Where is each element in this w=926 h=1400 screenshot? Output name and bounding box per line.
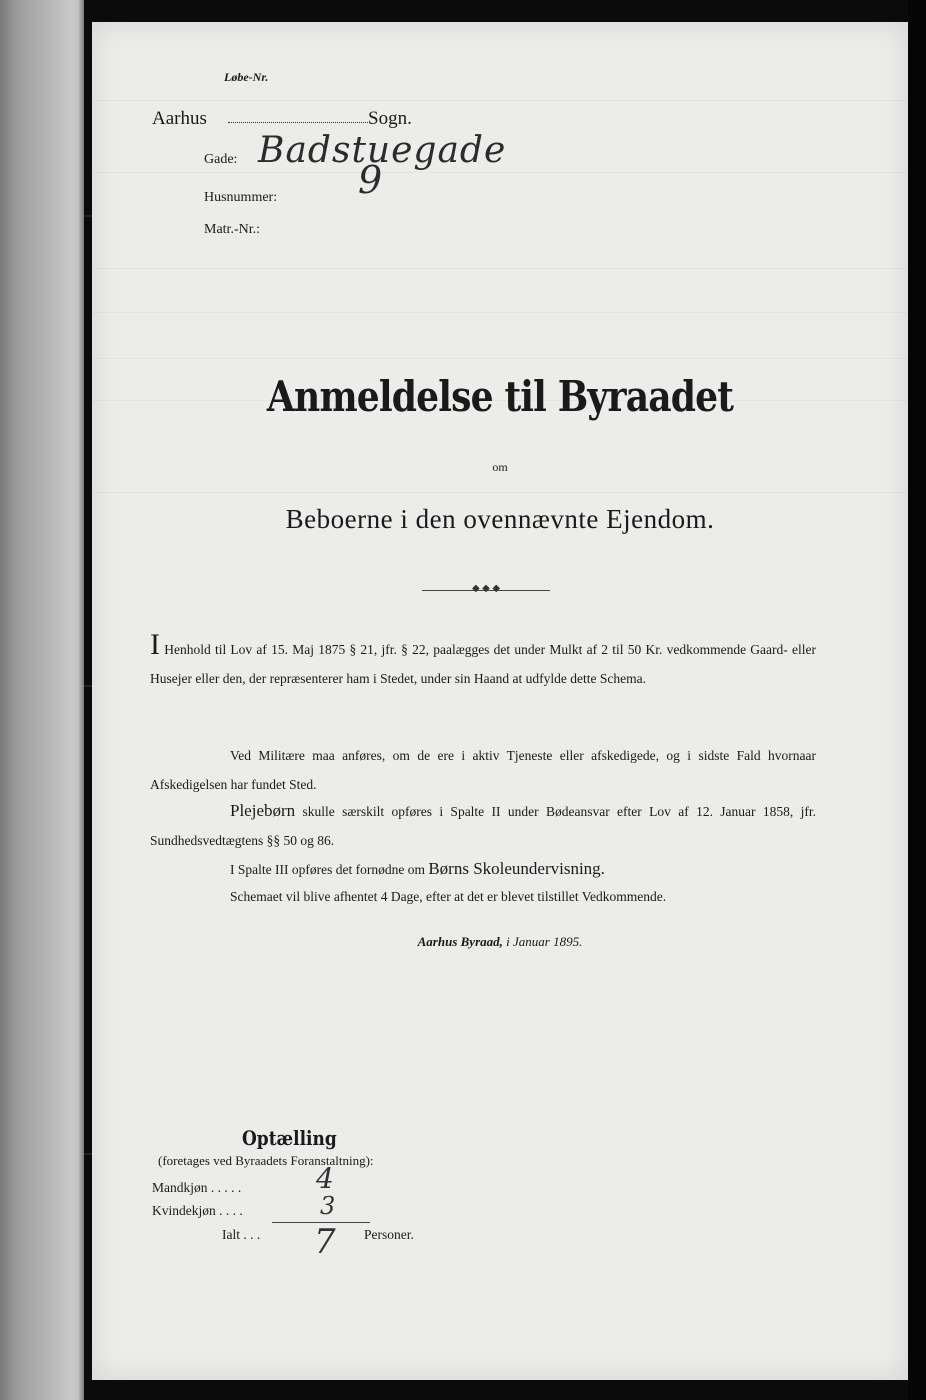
cadastral-number-label: Matr.-Nr.: — [204, 222, 260, 237]
document-page — [92, 22, 908, 1380]
issuer-name: Aarhus Byraad, — [417, 934, 503, 949]
street-handwritten-value: Badstuegade — [258, 130, 507, 171]
drop-cap: I — [150, 628, 160, 661]
document-subtitle: Beboerne i den ovennævnte Ejendom. — [285, 504, 715, 534]
count-title: Optælling — [242, 1126, 337, 1150]
house-number-label: Husnummer: — [204, 190, 278, 205]
total-count-label: Ialt . . . — [222, 1227, 261, 1242]
previous-page-edge — [0, 0, 84, 1400]
binding-mark — [84, 215, 92, 217]
female-count-value: 3 — [320, 1192, 336, 1220]
binding-mark — [84, 685, 92, 687]
instruction-paragraph-4 — [150, 854, 816, 884]
total-count-value: 7 — [314, 1222, 336, 1262]
title-connector: om — [492, 460, 508, 474]
issuer-signature — [92, 934, 908, 950]
instruction-paragraph-3 — [150, 796, 816, 855]
paragraph-text: Henhold til Lov af 15. Maj 1875 § 21, jfr. § 22, paalægges det under Mulkt af 2 til 50 Kr. vedkommende Gaard- eller Husejer eller den, der repræsenterer ham i Stedet, under sin Haand at udfylde dette Schema. — [150, 642, 816, 686]
emphasis-text: Børns Skoleundervisning. — [428, 859, 605, 878]
paragraph-text: I Spalte III opføres det fornødne om — [230, 862, 425, 877]
ornament-icon: ◆ ◆ ◆ — [471, 583, 501, 594]
female-count-label: Kvindekjøn . . . . — [152, 1203, 243, 1218]
house-number-handwritten-value: 9 — [358, 158, 383, 202]
issue-date: i Januar 1895. — [506, 934, 583, 949]
scan-border — [908, 0, 926, 1400]
emphasis-text: Plejebørn — [230, 801, 296, 820]
parish-fill-line — [228, 122, 368, 123]
street-label: Gade: — [204, 152, 238, 167]
instruction-paragraph-5: Schemaet vil blive afhentet 4 Dage, efter at det er blevet tilstillet Vedkommende. — [230, 889, 667, 904]
parish-label: Sogn. — [368, 108, 412, 129]
serial-number-label: Løbe-Nr. — [224, 70, 269, 84]
document-title: Anmeldelse til Byraadet — [266, 372, 734, 421]
persons-label: Personer. — [364, 1227, 414, 1242]
count-subtitle: (foretages ved Byraadets Foranstaltning): — [158, 1153, 374, 1168]
instruction-paragraph-1 — [150, 628, 816, 693]
instruction-paragraph-2: Ved Militære maa anføres, om de ere i aktiv Tjeneste eller afskedigede, og i sidste Fald hvornaar Afskedigelsen har fundet Sted. — [150, 748, 816, 792]
parish-city: Aarhus — [152, 108, 207, 129]
male-count-value: 4 — [316, 1162, 334, 1195]
paragraph-text: skulle særskilt opføres i Spalte II under Bødeansvar efter Lov af 12. Januar 1858, jfr. Sundhedsvedtægtens §§ 50 og 86. — [150, 804, 816, 848]
binding-mark — [84, 1153, 92, 1155]
male-count-label: Mandkjøn . . . . . — [152, 1180, 242, 1195]
